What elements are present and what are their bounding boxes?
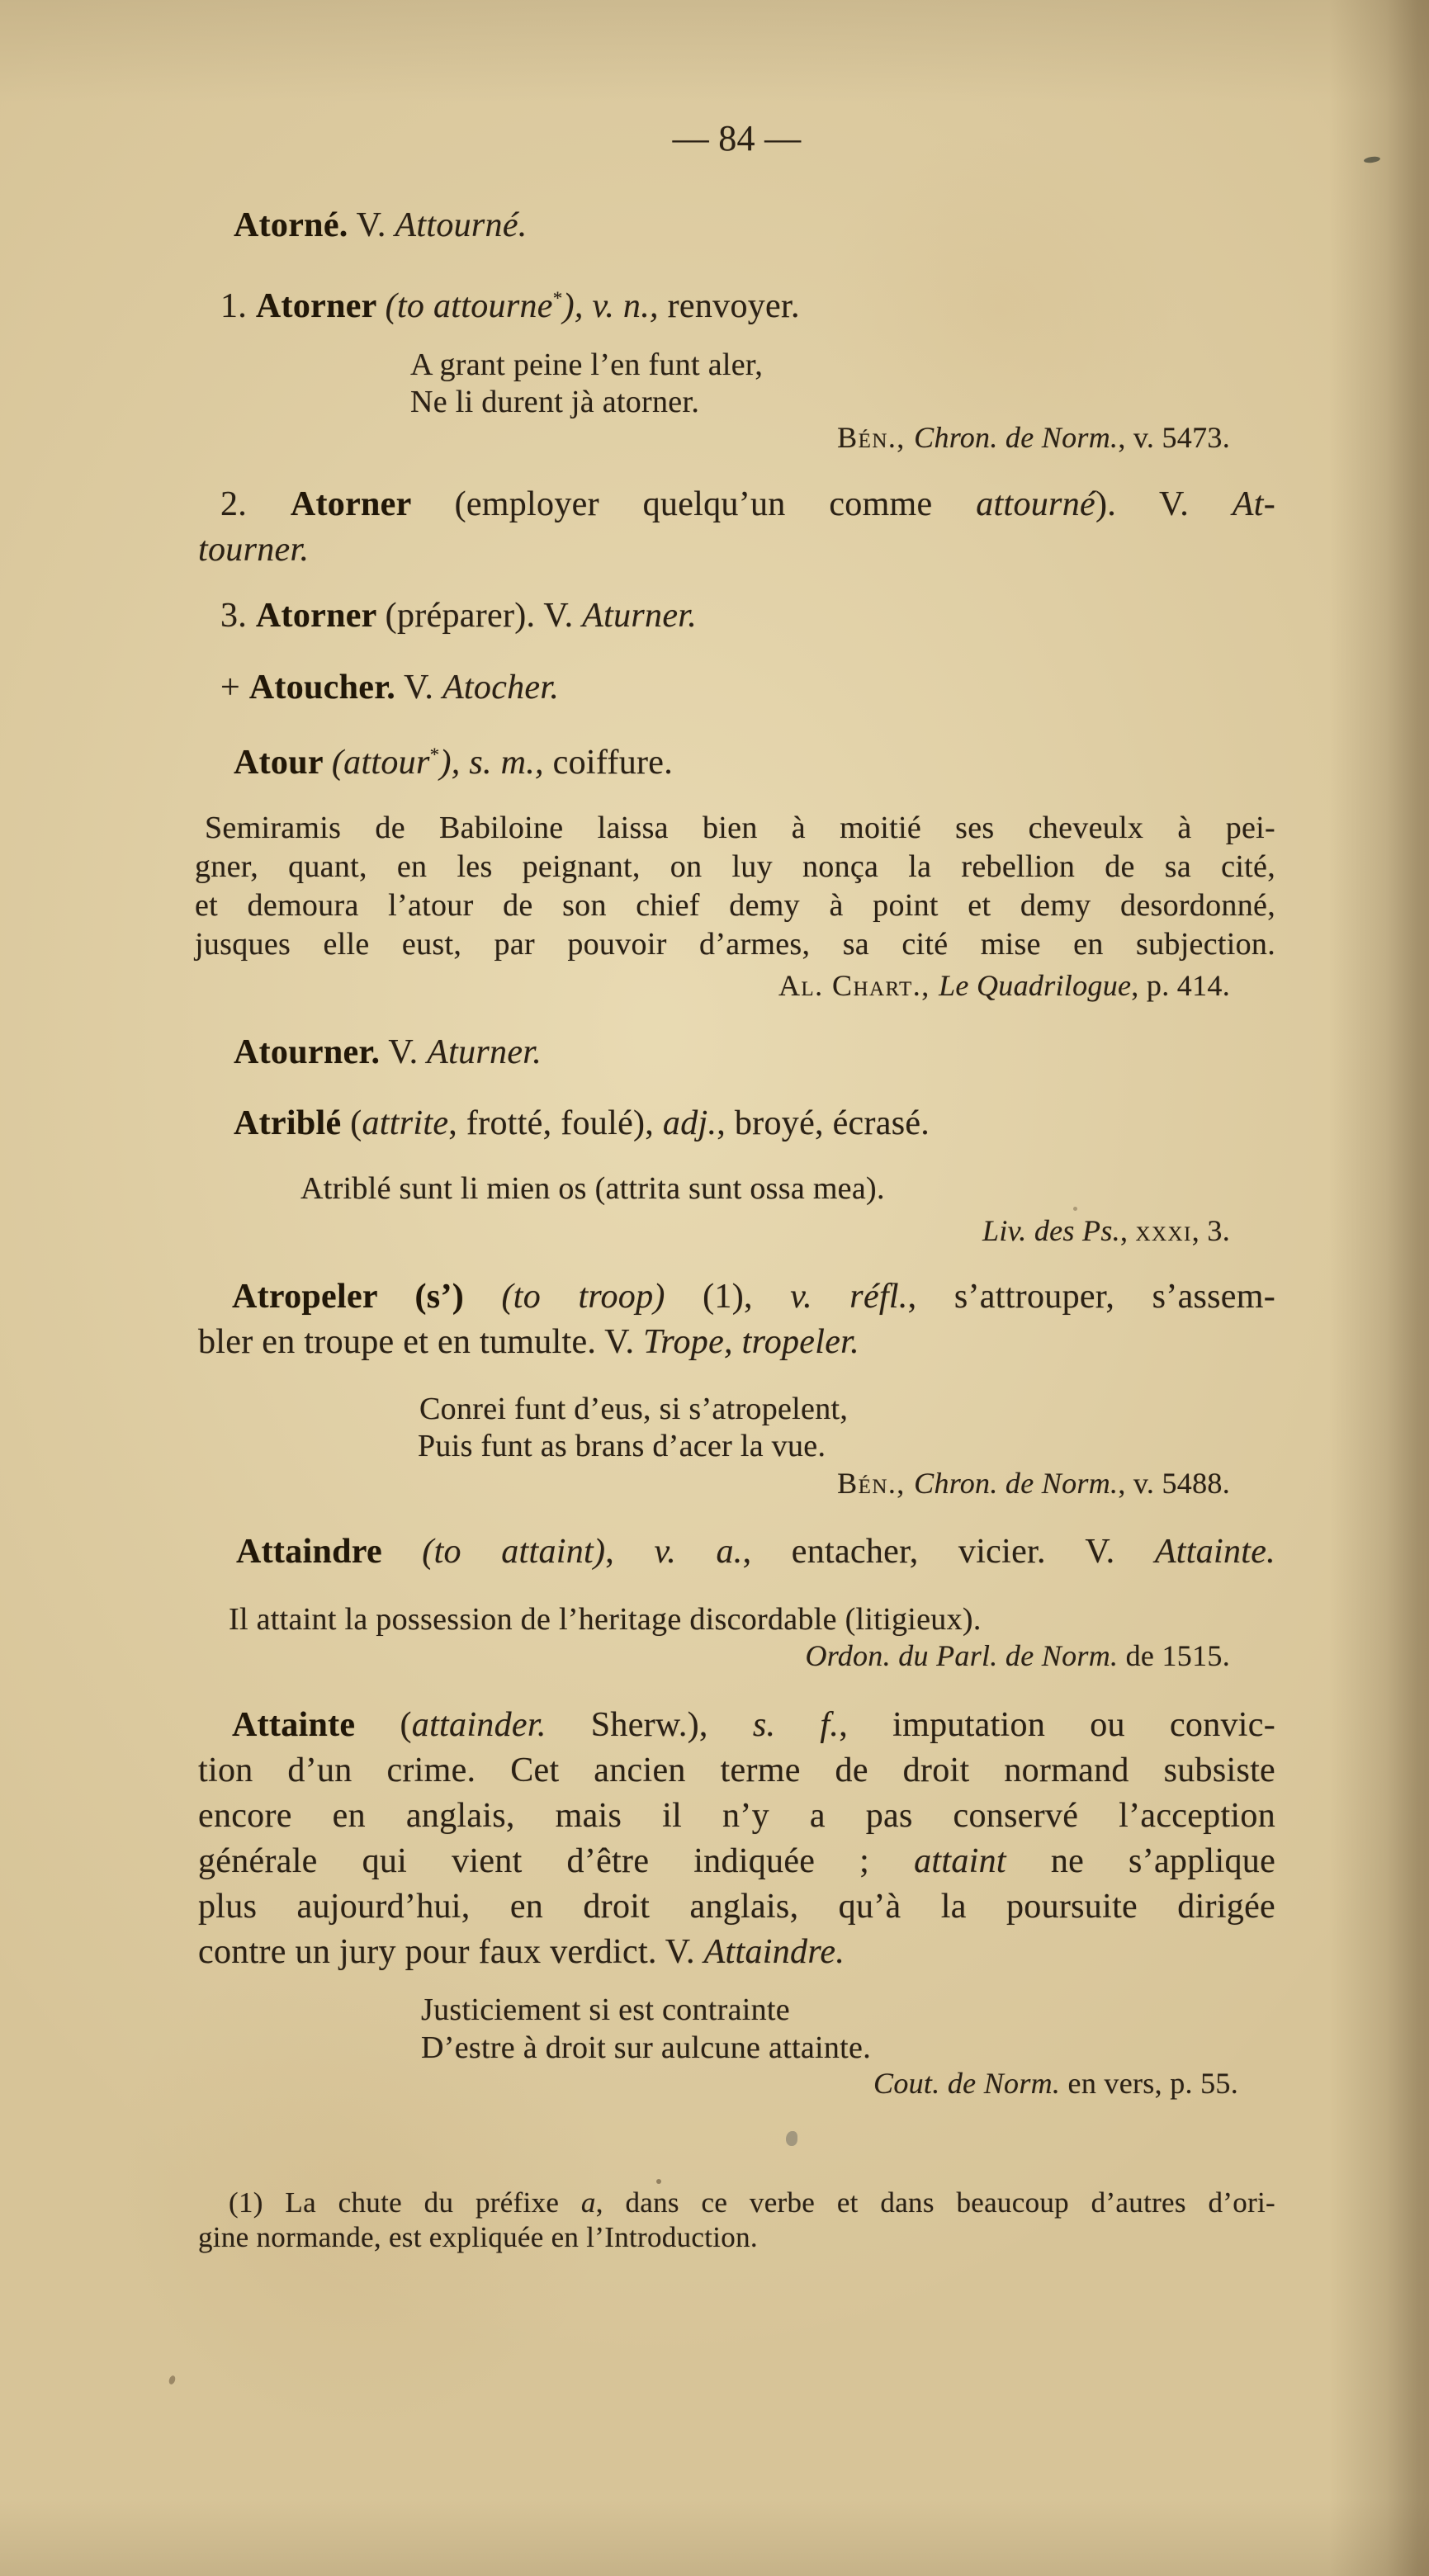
text-segment: ), s. m.,	[439, 744, 553, 782]
text-segment: et demoura l’atour de son chief demy à point et demy desordonné,	[195, 888, 1275, 923]
text-segment: (1),	[703, 1278, 791, 1316]
text-segment: adj.	[662, 1104, 717, 1142]
text-segment: , frotté, foulé),	[448, 1104, 663, 1142]
text-segment: V.	[348, 206, 395, 244]
text-segment: Atourner.	[234, 1033, 381, 1071]
text-segment: Bén.,	[837, 421, 915, 454]
text-segment: en vers, p. 55.	[1060, 2067, 1238, 2100]
text-segment: , entacher, vicier. V.	[742, 1533, 1155, 1571]
citation	[198, 2065, 1238, 2101]
entry-attainte-line	[198, 1930, 845, 1975]
text-segment: ,	[605, 1533, 655, 1571]
text-segment: D’estre à droit sur aulcune attainte.	[421, 2030, 871, 2065]
text-segment: Atorner	[255, 597, 386, 635]
text-segment: de 1515.	[1118, 1639, 1230, 1672]
text-segment: générale qui vient d’être indiquée ;	[198, 1842, 915, 1880]
text-segment: (	[400, 1706, 412, 1744]
text-segment: Atorner	[255, 287, 386, 325]
text-segment: (to troop)	[501, 1278, 703, 1316]
text-segment: (employer quelqu’un comme	[454, 485, 977, 523]
ink-speck	[1073, 1207, 1077, 1211]
citation	[198, 1212, 1230, 1249]
ink-speck	[1364, 156, 1381, 164]
prose-quote-line	[195, 925, 1275, 964]
text-segment: Atoucher.	[248, 669, 396, 707]
text-segment: , imputation ou convic-	[839, 1706, 1275, 1744]
entry-attainte-line	[198, 1794, 1275, 1839]
entry-atorner-2-line	[220, 482, 1275, 527]
text-segment: ne s’applique	[1006, 1842, 1276, 1880]
verse-quote-line	[419, 1390, 848, 1429]
prose-quote-line	[229, 1600, 982, 1639]
entry-atour	[234, 732, 673, 786]
text-segment: Puis funt as brans d’acer la vue.	[418, 1429, 826, 1463]
citation	[198, 1638, 1230, 1674]
text-segment: +	[220, 669, 249, 707]
text-segment: — 84 —	[672, 118, 802, 158]
text-segment: , dans ce verbe et dans beaucoup d’autres d’ori-	[595, 2186, 1275, 2219]
text-segment: 1.	[220, 287, 256, 325]
entry-atropeler-line	[232, 1274, 1275, 1320]
text-segment: s. f.	[752, 1706, 840, 1744]
text-segment: At-	[1232, 485, 1276, 523]
text-segment: , s’attrouper, s’assem-	[907, 1278, 1276, 1316]
text-segment: Aturner.	[582, 597, 698, 635]
text-segment: Atour	[234, 744, 332, 782]
text-segment: (1) La chute du préfixe	[229, 2186, 581, 2219]
text-segment: ). V.	[1095, 485, 1233, 523]
text-segment: renvoyer.	[667, 287, 800, 325]
text-segment: Liv. des Ps.	[982, 1214, 1120, 1247]
citation	[198, 967, 1230, 1004]
text-segment: , v. 5473.	[1118, 421, 1230, 454]
text-segment: Il attaint la possession de l’heritage discordable (litigieux).	[229, 1602, 982, 1637]
text-segment: plus aujourd’hui, en droit anglais, qu’à la poursuite dirigée	[198, 1888, 1275, 1926]
text-segment: gner, quant, en les peignant, on luy nonça la rebellion de sa cité,	[195, 849, 1275, 884]
text-segment: contre un jury pour faux verdict. V.	[198, 1933, 704, 1971]
prose-quote-line	[300, 1170, 885, 1208]
entry-atorner-1	[220, 276, 800, 329]
prose-quote-line	[195, 886, 1275, 925]
verse-quote-line	[418, 1427, 826, 1466]
text-segment: (to attaint)	[422, 1533, 606, 1571]
text-segment: Trope, tropeler.	[643, 1323, 859, 1361]
footnote-line	[229, 2185, 1275, 2221]
text-segment: Atriblé	[234, 1104, 351, 1142]
entry-atourner	[234, 1030, 542, 1075]
text-segment: attaint	[914, 1842, 1006, 1880]
ink-speck	[656, 2179, 661, 2184]
text-segment: (préparer). V.	[385, 597, 583, 635]
ink-speck	[168, 2375, 176, 2385]
text-segment: 2.	[220, 485, 291, 523]
text-segment: (	[350, 1104, 362, 1142]
entry-atorne	[234, 203, 528, 248]
ink-speck	[786, 2131, 797, 2146]
citation	[198, 1465, 1230, 1501]
text-segment: xxxi	[1135, 1214, 1192, 1247]
entry-atrible	[234, 1101, 930, 1146]
text-segment: gine normande, est expliquée en l’Introduction.	[198, 2221, 758, 2253]
text-segment: Attainte.	[1154, 1533, 1275, 1571]
text-segment: bler en troupe et en tumulte. V.	[198, 1323, 644, 1361]
prose-quote-line	[205, 809, 1275, 848]
text-segment: tourner.	[198, 531, 310, 569]
text-segment: Aturner.	[427, 1033, 542, 1071]
text-segment: Chron. de Norm.	[914, 421, 1119, 454]
text-segment: Ne li durent jà atorner.	[410, 385, 700, 419]
entry-atorner-3	[220, 593, 697, 639]
text-segment: *	[552, 287, 563, 309]
text-segment: Atorner	[290, 485, 455, 523]
text-segment: Le Quadrilogue	[939, 969, 1132, 1002]
text-segment: ,	[1119, 1214, 1136, 1247]
text-segment: *	[429, 744, 440, 765]
text-segment: attourné	[976, 485, 1095, 523]
text-segment: , broyé, écrasé.	[717, 1104, 930, 1142]
text-segment: Atorné.	[234, 206, 348, 244]
text-segment: coiffure.	[552, 744, 674, 782]
verse-quote-line	[421, 1991, 790, 2030]
text-segment: Semiramis de Babiloine laissa bien à moitié ses cheveulx à pei-	[205, 811, 1275, 845]
text-segment: a	[580, 2186, 596, 2219]
entry-attainte-line	[232, 1703, 1275, 1748]
verse-quote-line	[421, 2029, 871, 2068]
text-segment: Attaindre	[236, 1533, 423, 1571]
text-segment: Al. Chart.,	[778, 969, 939, 1002]
text-segment: Bén.,	[837, 1467, 915, 1500]
text-segment: Atriblé sunt li mien os (attrita sunt ossa mea).	[300, 1171, 885, 1206]
text-segment: A grant peine l’en funt aler,	[410, 347, 764, 382]
text-segment: , p. 414.	[1131, 969, 1230, 1002]
text-segment: Attourné.	[395, 206, 528, 244]
text-segment: encore en anglais, mais il n’y a pas conservé l’acception	[198, 1797, 1275, 1835]
page-number	[198, 118, 1275, 159]
text-segment: v. réfl.	[790, 1278, 908, 1316]
text-segment: tion d’un crime. Cet ancien terme de droit normand subsiste	[198, 1751, 1275, 1789]
text-segment: Sherw.),	[546, 1706, 753, 1744]
entry-attainte-line	[198, 1839, 1275, 1884]
text-segment: V.	[380, 1033, 428, 1071]
entry-atorner-2-line	[198, 527, 309, 573]
text-segment: 3.	[220, 597, 256, 635]
entry-attaindre	[236, 1529, 1275, 1575]
text-segment: (attour	[331, 744, 430, 782]
text-segment: ), v. n.,	[562, 287, 668, 325]
text-segment: V.	[395, 669, 442, 707]
text-segment: jusques elle eust, par pouvoir d’armes, sa cité mise en subjection.	[195, 927, 1275, 962]
text-segment: , v. 5488.	[1118, 1467, 1230, 1500]
footnote-line	[198, 2219, 758, 2256]
entry-atropeler-line	[198, 1320, 859, 1365]
text-segment: Attainte	[232, 1706, 400, 1744]
text-segment: Atropeler (s’)	[232, 1278, 502, 1316]
text-segment: attrite	[362, 1104, 449, 1142]
text-segment: Conrei funt d’eus, si s’atropelent,	[419, 1392, 849, 1426]
text-segment: Justiciement si est contrainte	[421, 1992, 790, 2027]
prose-quote-line	[195, 848, 1275, 886]
verse-quote-line	[410, 383, 699, 422]
text-segment: Ordon. du Parl. de Norm.	[805, 1639, 1119, 1672]
text-segment: Attaindre.	[703, 1933, 845, 1971]
entry-attainte-line	[198, 1748, 1275, 1794]
text-segment: Cout. de Norm.	[873, 2067, 1061, 2100]
text-segment: , 3.	[1191, 1214, 1230, 1247]
citation	[198, 419, 1230, 456]
entry-attainte-line	[198, 1884, 1275, 1930]
text-segment: (to attourne	[385, 287, 553, 325]
entry-atoucher	[220, 665, 559, 711]
text-segment: attainder.	[411, 1706, 547, 1744]
verse-quote-line	[410, 346, 763, 385]
text-segment: v. a.	[654, 1533, 743, 1571]
text-segment: Chron. de Norm.	[914, 1467, 1119, 1500]
text-segment: Atocher.	[442, 669, 560, 707]
